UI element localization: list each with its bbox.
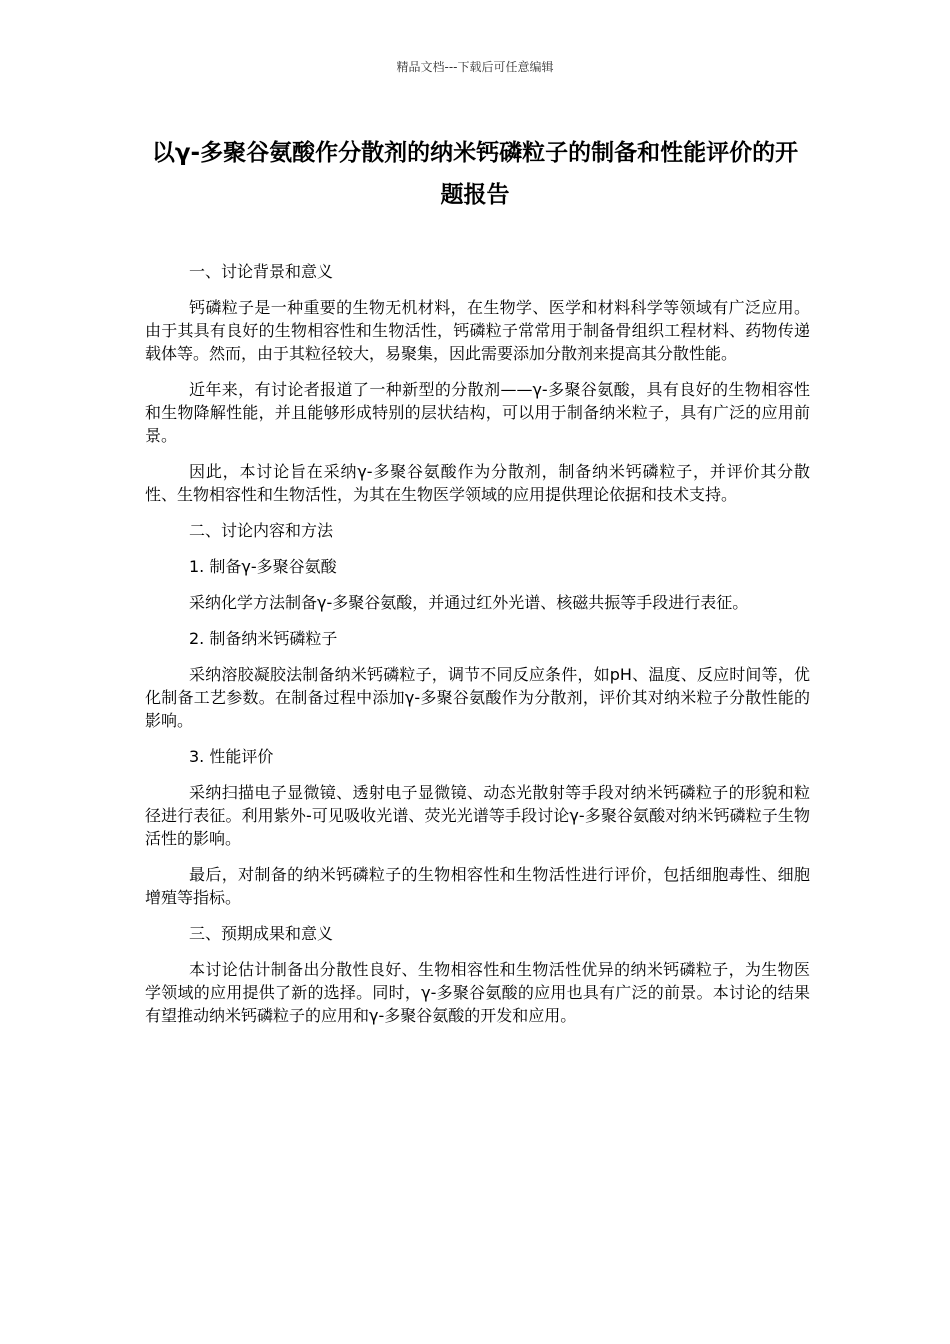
section-heading-content-methods: 二、讨论内容和方法 (189, 521, 334, 540)
section-heading-expected-results: 三、预期成果和意义 (189, 924, 334, 943)
paragraph: 近年来，有讨论者报道了一种新型的分散剂——γ-多聚谷氨酸，具有良好的生物相容性和生物降解性能，并且能够形成特别的层状结构，可以用于制备纳米粒子，具有广泛的应用前景。 (145, 380, 810, 445)
paragraph: 最后，对制备的纳米钙磷粒子的生物相容性和生物活性进行评价，包括细胞毒性、细胞增殖等指标。 (145, 865, 810, 907)
subheading-prepare-pga: 1. 制备γ-多聚谷氨酸 (189, 557, 337, 576)
paragraph: 采纳溶胶凝胶法制备纳米钙磷粒子，调节不同反应条件，如pH、温度、反应时间等，优化制备工艺参数。在制备过程中添加γ-多聚谷氨酸作为分散剂，评价其对纳米粒子分散性能的影响。 (145, 665, 810, 730)
subheading-performance: 3. 性能评价 (189, 747, 274, 766)
subheading-prepare-nanoparticles: 2. 制备纳米钙磷粒子 (189, 629, 338, 648)
paragraph: 钙磷粒子是一种重要的生物无机材料，在生物学、医学和材料科学等领域有广泛应用。由于其具有良好的生物相容性和生物活性，钙磷粒子常常用于制备骨组织工程材料、药物传递载体等。然而，由于其粒径较大，易聚集，因此需要添加分散剂来提高其分散性能。 (145, 298, 810, 363)
section-heading-background: 一、讨论背景和意义 (189, 262, 334, 281)
paragraph: 本讨论估计制备出分散性良好、生物相容性和生物活性优异的纳米钙磷粒子，为生物医学领域的应用提供了新的选择。同时，γ-多聚谷氨酸的应用也具有广泛的前景。本讨论的结果有望推动纳米钙磷粒子的应用和γ-多聚谷氨酸的开发和应用。 (145, 960, 810, 1025)
paragraph: 采纳扫描电子显微镜、透射电子显微镜、动态光散射等手段对纳米钙磷粒子的形貌和粒径进行表征。利用紫外-可见吸收光谱、荧光光谱等手段讨论γ-多聚谷氨酸对纳米钙磷粒子生物活性的影响。 (145, 783, 810, 848)
document-body (145, 260, 810, 1040)
paragraph: 采纳化学方法制备γ-多聚谷氨酸，并通过红外光谱、核磁共振等手段进行表征。 (189, 593, 749, 612)
header-note: 精品文档---下载后可任意编辑 (396, 60, 554, 74)
document-title: 以γ-多聚谷氨酸作分散剂的纳米钙磷粒子的制备和性能评价的开题报告 (151, 140, 799, 208)
paragraph: 因此，本讨论旨在采纳γ-多聚谷氨酸作为分散剂，制备纳米钙磷粒子，并评价其分散性、生物相容性和生物活性，为其在生物医学领域的应用提供理论依据和技术支持。 (145, 462, 810, 504)
